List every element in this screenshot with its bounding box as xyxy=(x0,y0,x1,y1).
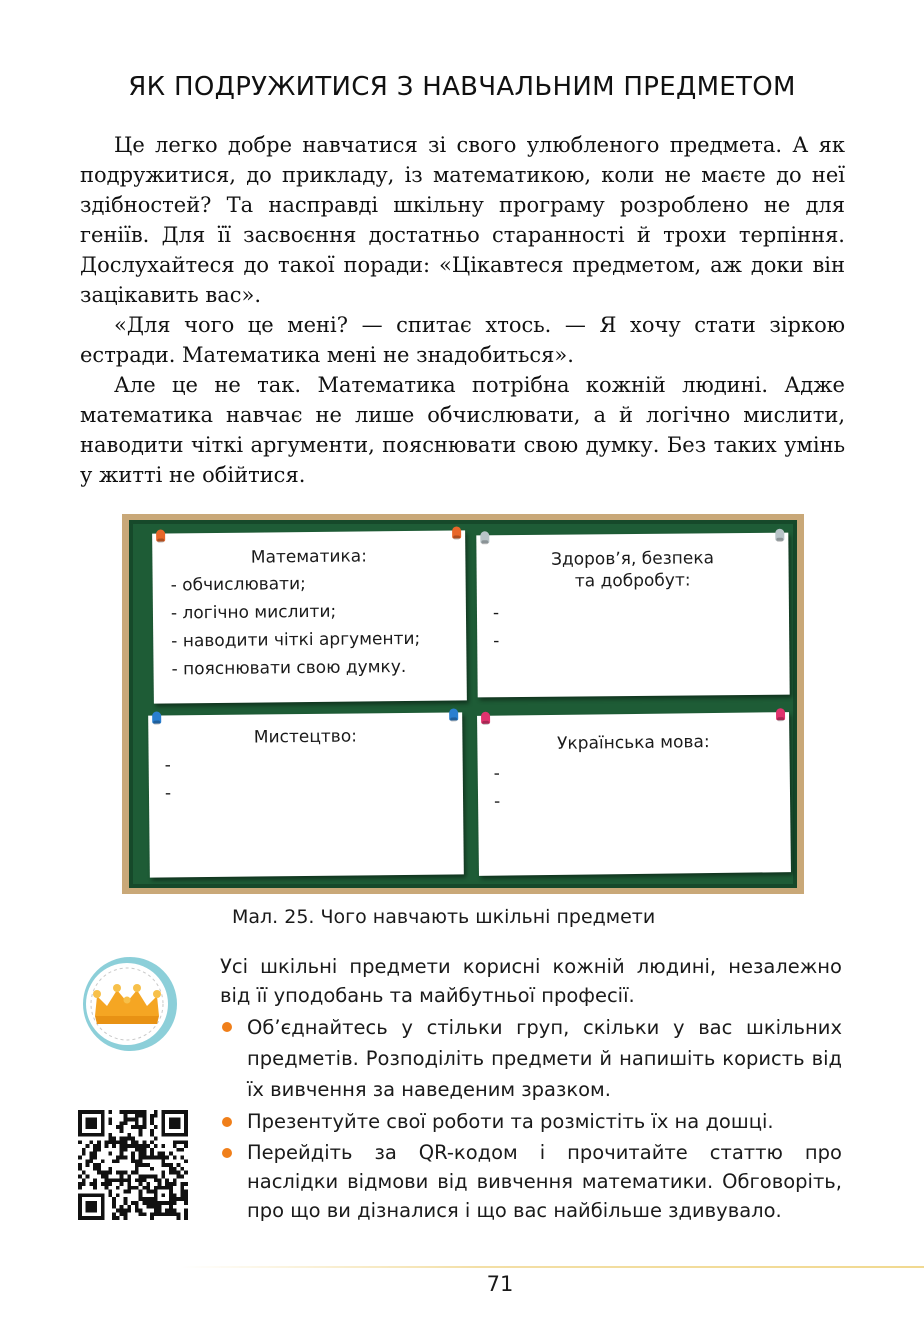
note-list xyxy=(171,568,467,683)
task-bullet xyxy=(220,1012,842,1105)
pushpin-icon xyxy=(152,712,161,724)
body-text xyxy=(80,130,845,490)
paragraph: Але це не так. Математика потрібна кожній людині. Адже математика навчає не лише обчислювати, а й логічно мислити, наводити чіткі аргументи, пояснювати свою думку. Без таких умінь у житті не обійтися. xyxy=(80,373,845,487)
note-art xyxy=(148,712,464,877)
bullet-dot xyxy=(222,1148,232,1158)
note-ukrainian-language xyxy=(477,712,791,876)
task-text: Об’єднайтесь у стільки груп, скільки у вас шкільних предметів. Розподіліть предмети й напишіть користь від їх вивчення за наведеним зразком. xyxy=(247,1016,842,1101)
list-item: - логічно мислити; xyxy=(170,601,337,624)
list-item: - пояснювати свою думку. xyxy=(171,656,407,680)
task-list xyxy=(220,1012,842,1225)
task-intro: Усі шкільні предмети корисні кожній людині, незалежно від її уподобань та майбутньої професії. xyxy=(220,955,842,1007)
pushpin-icon xyxy=(452,526,461,538)
note-heading: Українська мова: xyxy=(556,732,710,754)
bullet-dot xyxy=(222,1022,232,1032)
note-heading: Здоров’я, безпека xyxy=(550,548,715,570)
qr-code-icon[interactable] xyxy=(78,1110,188,1220)
task-bullet xyxy=(220,1107,842,1136)
crown-icon xyxy=(82,956,178,1052)
note-health-safety xyxy=(476,533,789,698)
paragraph: Це легко добре навчатися зі свого улюбленого предмета. А як подружитися, до прикладу, із математикою, коли не маєте до неї здібностей? Та насправді шкільну програму розроблено не для геніїв. Для її засвоєння достатньо старанності й трохи терпіння. Дослухайтеся до такої поради: «Цікавтеся предметом, аж доки він зацікавить вас». xyxy=(80,133,845,307)
list-item: - xyxy=(492,603,500,624)
note-list xyxy=(165,748,464,807)
task-bullet xyxy=(220,1138,842,1225)
list-item: - xyxy=(164,783,172,804)
pushpin-icon xyxy=(776,708,785,720)
note-list xyxy=(493,597,789,656)
note-mathematics xyxy=(152,530,467,703)
list-item: - обчислювати; xyxy=(170,574,306,596)
footer-divider xyxy=(180,1266,924,1268)
pushpin-icon xyxy=(481,712,490,724)
note-list xyxy=(494,756,791,816)
list-item: - xyxy=(493,791,501,812)
board-surface xyxy=(129,520,797,888)
list-item: - xyxy=(493,763,501,784)
section-title: ЯК ПОДРУЖИТИСЯ З НАВЧАЛЬНИМ ПРЕДМЕТОМ xyxy=(128,72,796,102)
task-text: Перейдіть за QR-кодом і прочитайте статтю про наслідки відмови від вивчення математики. Обговоріть, про що ви дізналися і що вас найбільше здивувало. xyxy=(247,1141,842,1222)
note-heading: Математика: xyxy=(250,546,368,568)
pushpin-icon xyxy=(449,708,458,720)
bullet-dot xyxy=(222,1117,232,1127)
list-item: - xyxy=(164,755,171,776)
task-text: Презентуйте свої роботи та розмістіть їх на дошці. xyxy=(247,1110,774,1133)
note-heading: Мистецтво: xyxy=(253,726,358,748)
pushpin-icon xyxy=(775,529,784,541)
paragraph: «Для чого це мені? — спитає хтось. — Я хочу стати зіркою естради. Математика мені не знадобиться». xyxy=(80,313,845,367)
figure-caption: Мал. 25. Чого навчають шкільні предмети xyxy=(232,906,656,928)
note-heading: та добробут: xyxy=(574,570,691,592)
chalkboard-illustration xyxy=(122,514,804,894)
page-number: 71 xyxy=(486,1272,514,1296)
pushpin-icon xyxy=(156,530,165,542)
list-item: - наводити чіткі аргументи; xyxy=(171,628,421,652)
pushpin-icon xyxy=(480,531,489,543)
list-item: - xyxy=(493,631,500,652)
